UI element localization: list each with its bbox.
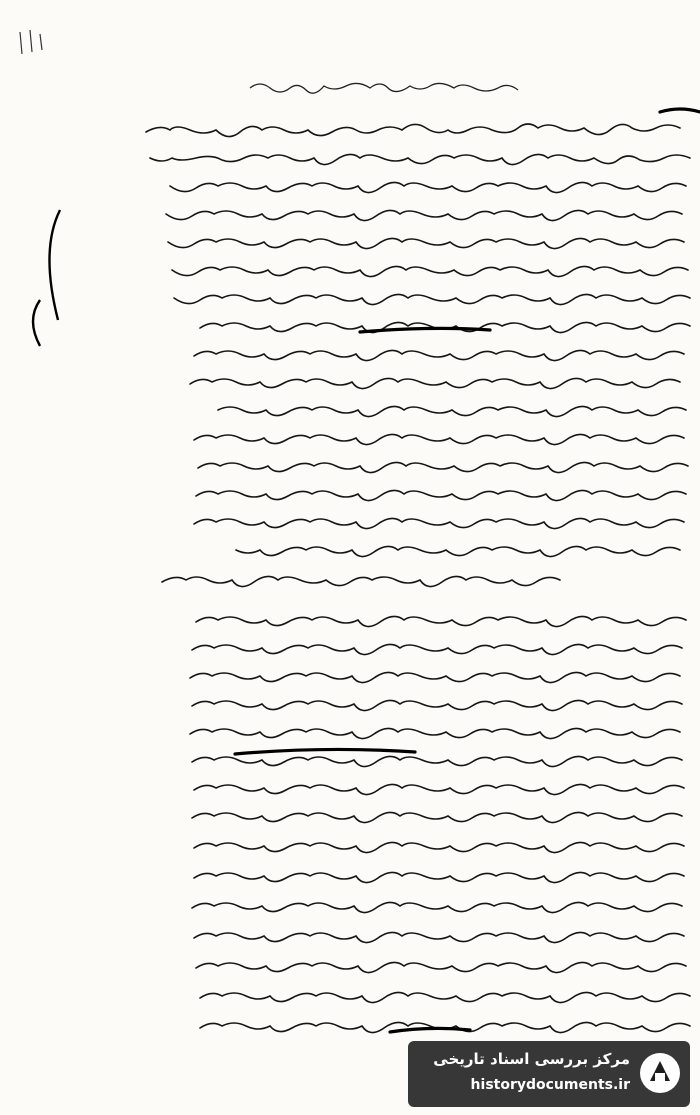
- margin-pen-marks: [16, 28, 56, 58]
- archive-watermark: [408, 1041, 690, 1107]
- document-heading: [240, 78, 540, 100]
- document-archive-logo-icon: [638, 1051, 682, 1095]
- watermark-url: historydocuments.ir: [470, 1077, 630, 1093]
- watermark-title: مرکز بررسی اسناد تاریخی: [433, 1050, 630, 1068]
